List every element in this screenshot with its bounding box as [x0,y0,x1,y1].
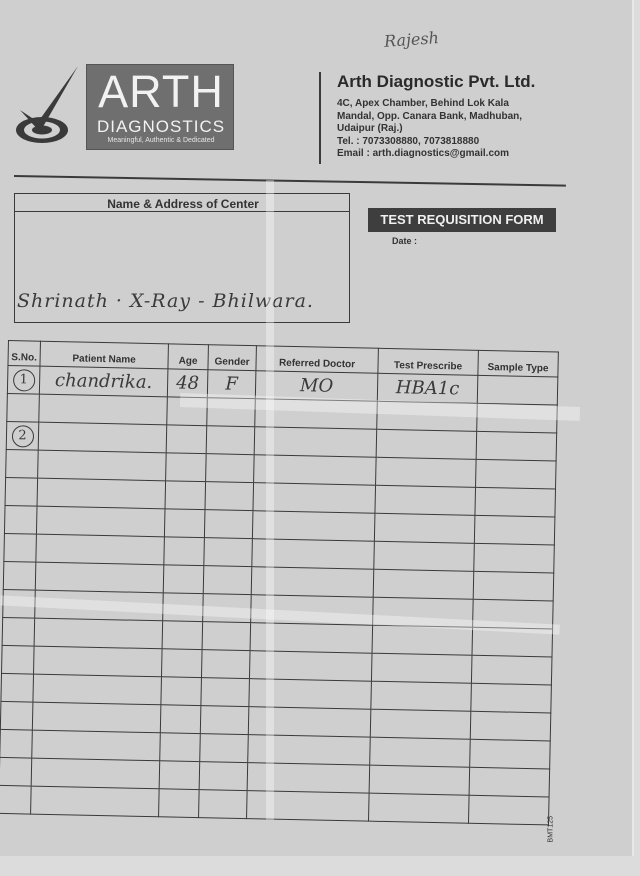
cell-sno [0,701,33,730]
cell-test-prescribe [374,541,475,571]
cell-referred-doctor: MO [255,371,378,402]
cell-referred-doctor [248,707,371,738]
col-header-referred-doctor: Referred Doctor [256,346,378,374]
cell-sample-type [477,403,558,433]
email-line: Email : arth.diagnostics@gmail.com [337,148,510,159]
cell-gender [205,482,254,511]
cell-referred-doctor [251,567,374,598]
cell-referred-doctor [249,679,372,710]
cell-sample-type [474,515,555,545]
cell-sno [3,561,36,590]
signature: Rajesh [383,28,440,51]
cell-patient-name [38,450,167,481]
cell-gender [201,650,250,679]
center-box-title: Name & Address of Center [107,197,259,211]
cell-age [159,789,200,818]
col-header-age: Age [168,344,209,370]
cell-referred-doctor [255,399,378,430]
cell-gender: F [207,370,256,399]
cell-sample-type [473,599,554,629]
cell-test-prescribe: HBA1c [377,373,478,403]
cell-age [162,621,203,650]
document-code: BMT125 [547,816,554,843]
cell-age: 48 [167,369,208,398]
cell-patient-name [37,478,166,509]
cell-referred-doctor [249,651,372,682]
col-header-gender: Gender [208,345,257,371]
center-name-handwritten: Shrinath · X-Ray - Bhilwara. [17,290,314,312]
cell-sample-type [472,627,553,657]
cell-patient-name [33,674,162,705]
cell-gender [203,594,252,623]
circled-serial-number: 2 [11,425,33,447]
cell-sample-type [468,795,549,825]
cell-sno [2,617,35,646]
cell-sno [7,393,40,422]
cell-age [161,649,202,678]
cell-referred-doctor [248,735,371,766]
cell-age [167,397,208,426]
cell-gender [202,622,251,651]
cell-sample-type [475,487,556,517]
cell-test-prescribe [369,793,470,823]
cell-referred-doctor [251,595,374,626]
cell-sno [5,477,38,506]
cell-referred-doctor [253,483,376,514]
cell-sample-type [471,683,552,713]
phone-line: Tel. : 7073308880, 7073818880 [337,135,480,147]
address-line: Mandal, Opp. Canara Bank, Madhuban, [337,110,523,122]
cell-patient-name [31,758,160,789]
cell-age [160,705,201,734]
cell-sample-type [470,739,551,769]
cell-patient-name [39,394,168,425]
cell-patient-name [34,618,163,649]
center-address-box [14,193,350,323]
cell-age [166,453,207,482]
cell-age [163,565,204,594]
cell-sample-type [471,655,552,685]
cell-test-prescribe [373,569,474,599]
cell-referred-doctor [250,623,373,654]
cell-age [165,481,206,510]
cell-age [163,593,204,622]
cell-patient-name [35,590,164,621]
cell-sno [0,785,31,814]
cell-gender [204,538,253,567]
cell-sno [4,505,37,534]
header-divider [319,72,321,164]
cell-sno [4,533,37,562]
cell-gender [207,398,256,427]
cell-sample-type [476,459,557,489]
address-line: Udaipur (Raj.) [337,123,403,134]
cell-age [160,733,201,762]
cell-test-prescribe [371,653,472,683]
cell-age [161,677,202,706]
logo-subtitle: DIAGNOSTICS [96,117,226,136]
col-header-sno: S.No. [8,341,41,367]
cell-patient-name [34,646,163,677]
cell-age [166,425,207,454]
cell-sample-type [470,711,551,741]
cell-test-prescribe [370,709,471,739]
cell-patient-name: chandrika. [39,366,168,397]
cell-test-prescribe [376,457,477,487]
cell-referred-doctor [252,511,375,542]
cell-gender [206,426,255,455]
cell-patient-name [35,562,164,593]
center-box-title-divider [15,211,349,212]
cell-test-prescribe [375,485,476,515]
cell-test-prescribe [374,513,475,543]
cell-referred-doctor [247,791,370,822]
cell-sample-type [469,767,550,797]
cell-gender [199,790,248,819]
cell-patient-name [31,786,160,817]
cell-test-prescribe [371,681,472,711]
cell-sample-type [477,375,558,405]
cell-test-prescribe [373,597,474,627]
cell-gender [199,762,248,791]
company-name: Arth Diagnostic Pvt. Ltd. [337,72,536,91]
cell-gender [206,454,255,483]
cell-age [164,509,205,538]
header-rule [14,175,566,187]
form-title: TEST REQUISITION FORM [368,208,556,232]
cell-sno [6,421,39,450]
cell-sno [2,645,35,674]
cell-gender [201,678,250,707]
company-address [337,98,537,161]
cell-sample-type [473,571,554,601]
cell-sno [6,449,39,478]
circled-serial-number: 1 [12,369,34,391]
cell-test-prescribe [377,401,478,431]
cell-patient-name [36,534,165,565]
cell-test-prescribe [370,737,471,767]
logo-name: ARTH [98,66,224,117]
cell-referred-doctor [254,427,377,458]
cell-sno [7,366,40,395]
address-line: 4C, Apex Chamber, Behind Lok Kala [337,98,509,109]
cell-patient-name [32,702,161,733]
cell-sno [0,757,32,786]
col-header-test-prescribe: Test Prescribe [378,348,479,375]
cell-sno [3,589,36,618]
company-logo [86,64,234,150]
cell-gender [203,566,252,595]
col-header-sample-type: Sample Type [478,350,559,377]
cell-sample-type [476,431,557,461]
cell-gender [200,734,249,763]
cell-test-prescribe [376,429,477,459]
cell-age [164,537,205,566]
date-label: Date : [392,236,418,246]
cell-patient-name [32,730,161,761]
cell-gender [204,510,253,539]
col-header-patient-name: Patient Name [40,341,168,369]
cell-test-prescribe [372,625,473,655]
cell-sno [0,729,32,758]
cell-referred-doctor [247,763,370,794]
cell-referred-doctor [252,539,375,570]
cell-patient-name [38,422,167,453]
cell-patient-name [36,506,165,537]
cell-sample-type [474,543,555,573]
cell-sno [1,673,34,702]
logo-tagline: Meaningful, Authentic & Dedicated [107,137,215,144]
cell-referred-doctor [254,455,377,486]
target-check-logo-icon [14,66,80,150]
patient-table [0,340,559,825]
cell-test-prescribe [369,765,470,795]
cell-age [159,761,200,790]
cell-gender [200,706,249,735]
